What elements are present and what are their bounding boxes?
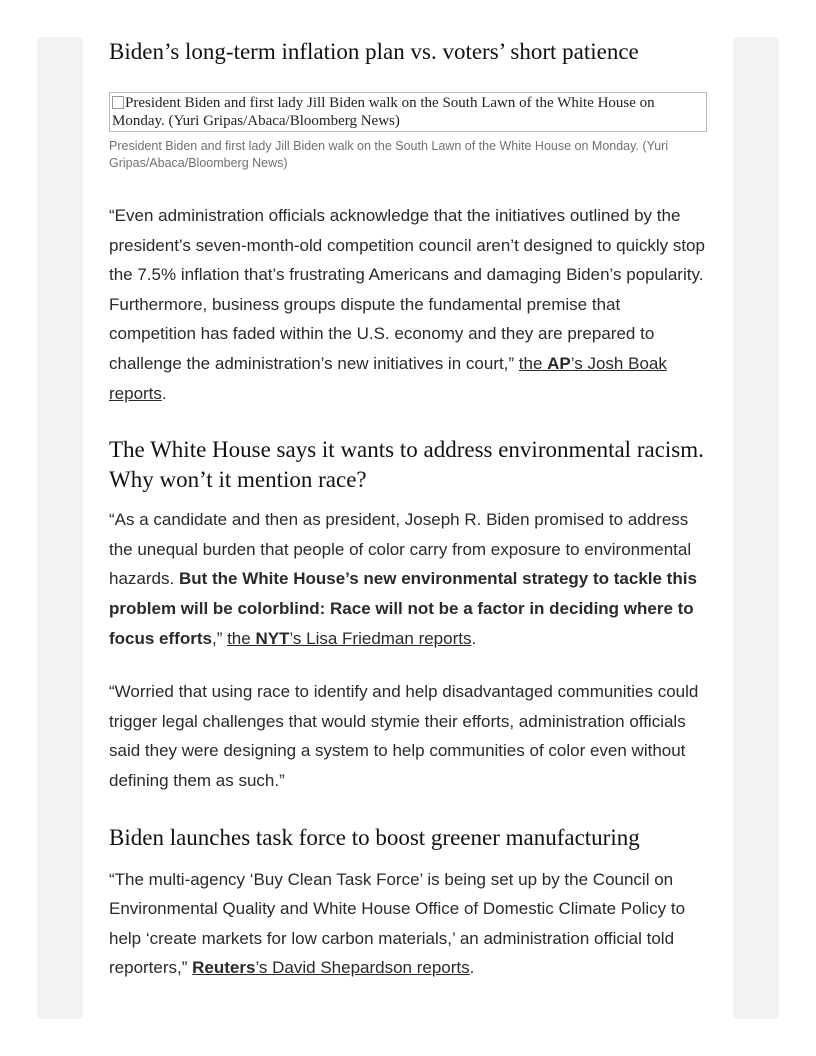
- environment-quote-bold: But the White House’s new environmental strategy to tackle this problem will be colorblind: Race will not be a factor in deciding where to focus efforts: [109, 569, 697, 648]
- link-suffix: ’s Josh Boak reports: [109, 353, 667, 403]
- link-outlet-name: Reuters: [192, 958, 256, 978]
- link-suffix: ’s Lisa Friedman reports: [289, 628, 472, 648]
- environment-quote-after: ,”: [211, 628, 228, 648]
- nyt-report-link[interactable]: [227, 629, 471, 648]
- environment-quote-paragraph-2: “Worried that using race to identify and help disadvantaged communities could trigger legal challenges that would stymie their efforts, administration officials said they were designing a system to help communities of color even without defining them as such.”: [109, 682, 699, 790]
- link-prefix: the: [518, 353, 548, 373]
- inflation-quote-text: “Even administration officials acknowledge that the initiatives outlined by the president’s seven-month-old competition council aren’t designed to quickly stop the 7.5% inflation that’s frustrating Americans and damaging Biden’s popularity. Furthermore, business groups dispute the fundamental premise that competition has faded within the U.S. economy and they are prepared to challenge the administration’s new initiatives in court,”: [109, 206, 705, 373]
- link-outlet-name: NYT: [255, 628, 290, 648]
- green-quote-text: “The multi-agency ‘Buy Clean Task Force’ is being set up by the Council on Environmental Quality and White House Office of Domestic Climate Policy to help ‘create markets for low carbon materials,’ an administration official told reporters,”: [109, 869, 686, 978]
- section-heading-inflation: Biden’s long-term inflation plan vs. voters’ short patience: [109, 39, 639, 64]
- paragraph-end: .: [469, 958, 475, 978]
- paragraph-end: .: [161, 383, 167, 403]
- image-caption: President Biden and first lady Jill Biden walk on the South Lawn of the White House on Monday. (Yuri Gripas/Abaca/Bloomberg News): [109, 139, 669, 170]
- environment-quote-paragraph: [109, 505, 707, 653]
- link-outlet-name: AP: [547, 353, 571, 373]
- inflation-quote-paragraph: [109, 201, 707, 408]
- right-gutter: [733, 37, 779, 1019]
- left-gutter: [37, 37, 83, 1019]
- link-suffix: ’s David Shepardson reports: [255, 958, 470, 978]
- section-heading-environmental-racism: The White House says it wants to address environmental racism. Why won’t it mention race?: [109, 437, 704, 493]
- reuters-report-link[interactable]: [192, 958, 470, 977]
- image-alt-text: President Biden and first lady Jill Biden walk on the South Lawn of the White House on Monday. (Yuri Gripas/Abaca/Bloomberg News): [112, 95, 655, 129]
- section-heading-green-manufacturing: Biden launches task force to boost greener manufacturing: [109, 824, 640, 850]
- broken-image-icon: [112, 96, 124, 109]
- article-image-placeholder: [109, 92, 707, 132]
- newsletter-content: [109, 37, 707, 983]
- link-prefix: the: [227, 628, 256, 648]
- environment-quote-text: “As a candidate and then as president, Joseph R. Biden promised to address the unequal burden that people of color carry from exposure to environmental hazards.: [109, 510, 692, 589]
- green-manufacturing-quote-paragraph: [109, 865, 707, 983]
- paragraph-end: .: [471, 628, 477, 648]
